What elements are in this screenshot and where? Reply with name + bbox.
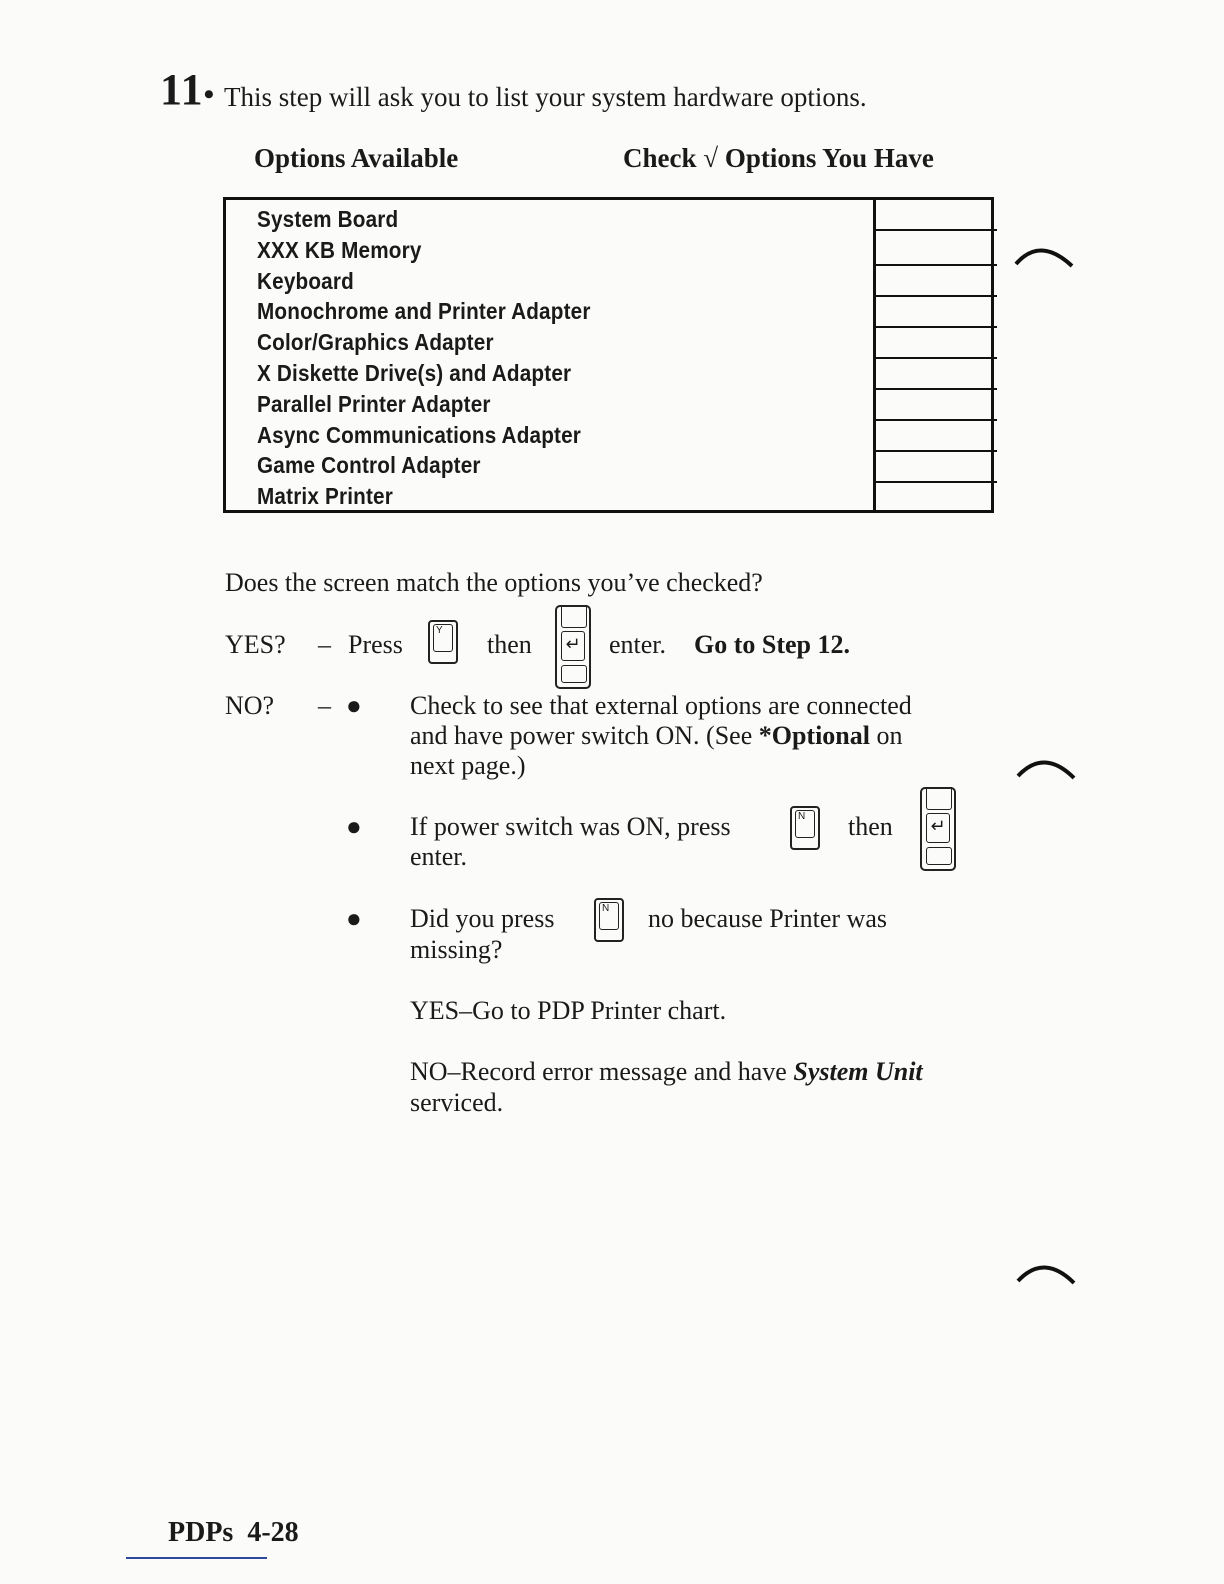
- bullet-icon: ●: [346, 691, 362, 720]
- option-item: Matrix Printer: [257, 483, 393, 510]
- option-item: X Diskette Drive(s) and Adapter: [257, 359, 572, 386]
- step-number: 11•: [160, 65, 216, 114]
- option-item: Async Communications Adapter: [257, 421, 582, 448]
- bullet-icon: ●: [346, 812, 362, 841]
- no-result-line2: serviced.: [410, 1088, 504, 1117]
- bullet3-line1b: no because Printer was: [648, 904, 887, 933]
- check-options-heading: Check √ Options You Have: [623, 143, 934, 173]
- question-text: Does the screen match the options you’ve checked?: [225, 568, 763, 597]
- go-to-step-12: Go to Step 12.: [694, 630, 850, 659]
- enter-key-icon: ↵: [555, 605, 591, 689]
- check-box[interactable]: [876, 421, 997, 452]
- binder-hole-mark: [1016, 750, 1076, 790]
- bullet3-line2: missing?: [410, 935, 503, 964]
- bullet2-line2: enter.: [410, 842, 468, 871]
- check-box[interactable]: [876, 483, 997, 514]
- yes-enter-text: enter.: [609, 630, 667, 659]
- yes-result: YES–Go to PDP Printer chart.: [410, 996, 727, 1025]
- option-item: Keyboard: [257, 267, 354, 294]
- yes-then-text: then: [487, 630, 532, 659]
- check-box[interactable]: [876, 452, 997, 483]
- check-column: [873, 197, 997, 513]
- option-item: Game Control Adapter: [257, 452, 481, 479]
- bullet1-line3: next page.): [410, 751, 526, 780]
- footer-rule: [126, 1557, 267, 1559]
- options-list: [257, 204, 628, 512]
- yes-label: YES?: [225, 630, 286, 659]
- yes-dash: –: [318, 630, 331, 659]
- option-item: System Board: [257, 206, 399, 232]
- no-result-line1: NO–Record error message and have System Unit: [410, 1057, 923, 1086]
- options-available-heading: Options Available: [254, 143, 459, 173]
- option-item: XXX KB Memory: [257, 236, 422, 263]
- enter-key-icon: ↵: [920, 787, 956, 871]
- check-box[interactable]: [876, 266, 997, 297]
- check-box[interactable]: [876, 297, 997, 328]
- yes-press-text: Press: [348, 630, 403, 659]
- n-key-icon: N: [594, 898, 624, 942]
- options-table: [223, 197, 994, 513]
- check-box[interactable]: [876, 328, 997, 359]
- bullet3-line1a: Did you press: [410, 904, 555, 933]
- step-intro: This step will ask you to list your system hardware options.: [224, 82, 867, 112]
- check-box[interactable]: [876, 390, 997, 421]
- option-item: Monochrome and Printer Adapter: [257, 298, 591, 325]
- bullet1-line1: Check to see that external options are connected: [410, 691, 912, 720]
- check-box[interactable]: [876, 235, 997, 266]
- option-item: Color/Graphics Adapter: [257, 329, 494, 356]
- n-key-icon: N: [790, 806, 820, 850]
- y-key-icon: Y: [428, 620, 458, 664]
- no-dash: –: [318, 691, 331, 720]
- bullet1-line2: and have power switch ON. (See *Optional on: [410, 721, 903, 750]
- check-box[interactable]: [876, 359, 997, 390]
- page-footer: PDPs 4-28: [168, 1517, 299, 1548]
- binder-hole-mark: [1016, 1257, 1076, 1297]
- no-label: NO?: [225, 691, 275, 720]
- bullet2-line1: If power switch was ON, press: [410, 812, 731, 841]
- bullet-icon: ●: [346, 904, 362, 933]
- check-box[interactable]: [876, 200, 997, 231]
- option-item: Parallel Printer Adapter: [257, 390, 491, 417]
- binder-hole-mark: [1014, 240, 1074, 280]
- bullet2-then: then: [848, 812, 893, 841]
